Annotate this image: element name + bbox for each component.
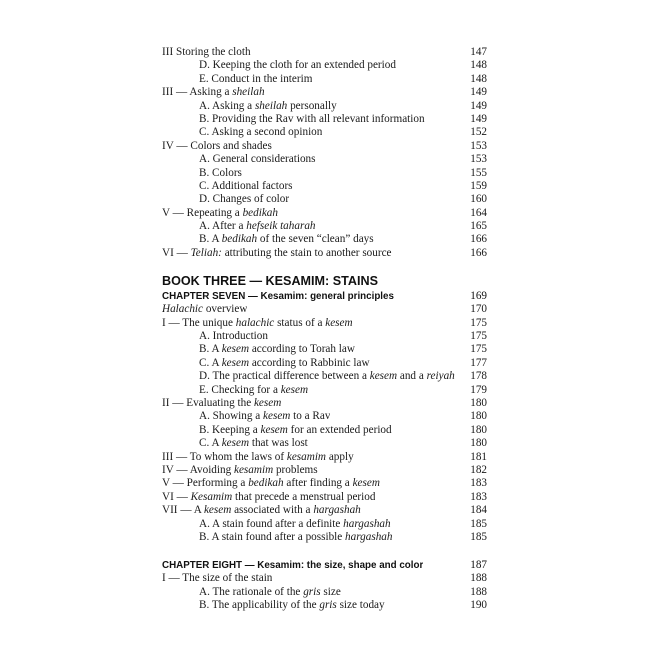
- toc-entry-term: kesem: [221, 343, 250, 356]
- toc-entry-text: D. Keeping the cloth for an extended period: [199, 59, 396, 72]
- toc-entry-term: hargashah: [343, 517, 391, 530]
- toc-entry-term: kesem: [352, 477, 380, 490]
- book-heading: [162, 273, 487, 289]
- toc-entry-page: 178: [470, 370, 487, 383]
- chapter-title: CHAPTER SEVEN — Kesamim: general principles: [162, 291, 394, 303]
- toc-entry-text: of the seven “clean” days: [257, 233, 374, 246]
- toc-entry-text: V — Repeating a: [162, 206, 243, 219]
- toc-entry-text: B. Providing the Rav with all relevant information: [199, 112, 425, 125]
- toc-entry-title: [162, 504, 361, 517]
- toc-entry-text: A. General considerations: [199, 153, 316, 166]
- toc-entry-title: [162, 397, 281, 410]
- toc-entry-term: kesamim: [234, 463, 274, 476]
- toc-entry-page: 183: [470, 490, 487, 503]
- toc-section-b: [162, 303, 487, 544]
- toc-entry: [162, 518, 487, 531]
- toc-entry-text: associated with a: [231, 504, 314, 517]
- toc-entry-page: 185: [470, 517, 487, 530]
- table-of-contents: [162, 46, 487, 612]
- toc-entry-term: Halachic: [162, 303, 204, 316]
- toc-entry-term: bedikah: [248, 477, 284, 490]
- toc-entry-text: that was lost: [249, 437, 308, 450]
- toc-entry-page: 175: [470, 330, 487, 343]
- toc-entry: [162, 384, 487, 397]
- toc-entry: [162, 153, 487, 166]
- toc-entry-text: A. Showing a: [199, 410, 264, 423]
- toc-entry: [162, 167, 487, 180]
- toc-entry-title: [162, 424, 392, 437]
- toc-entry-text: for an extended period: [287, 423, 392, 436]
- toc-entry-title: [162, 370, 455, 383]
- toc-entry-title: [162, 193, 289, 206]
- toc-entry-text: B. The applicability of the: [199, 599, 320, 612]
- toc-entry-page: 180: [470, 396, 487, 409]
- toc-entry-text: III — To whom the laws of: [162, 450, 287, 463]
- toc-entry: [162, 73, 487, 86]
- toc-entry-page: 177: [470, 356, 487, 369]
- toc-entry-title: [162, 153, 316, 166]
- toc-entry-title: [162, 46, 251, 59]
- toc-entry-text: B. Keeping a: [199, 423, 261, 436]
- toc-entry-title: [162, 357, 370, 370]
- toc-entry-page: 164: [470, 206, 487, 219]
- toc-entry-title: [162, 317, 353, 330]
- toc-entry-title: [162, 126, 322, 139]
- toc-entry-text: B. A: [199, 233, 222, 246]
- toc-entry: [162, 317, 487, 330]
- toc-entry-page: 153: [470, 139, 487, 152]
- toc-entry-text: E. Conduct in the interim: [199, 72, 313, 85]
- toc-entry-title: [162, 586, 341, 599]
- toc-entry-text: III Storing the cloth: [162, 46, 251, 58]
- toc-entry-text: personally: [287, 99, 337, 112]
- toc-entry-page: 180: [470, 437, 487, 450]
- toc-entry-term: hargashah: [313, 504, 361, 517]
- toc-entry-title: [162, 100, 337, 113]
- toc-entry-text: I — The size of the stain: [162, 572, 273, 585]
- toc-section-c: [162, 572, 487, 612]
- toc-entry-term: kesamim: [286, 450, 327, 463]
- toc-entry-title: [162, 451, 354, 464]
- chapter-title: CHAPTER EIGHT — Kesamim: the size, shape and color: [162, 560, 424, 572]
- toc-entry-term: kesem: [280, 383, 309, 396]
- toc-entry: [162, 126, 487, 139]
- toc-entry-term: bedikah: [242, 206, 278, 219]
- toc-entry-text: V — Performing a: [162, 477, 249, 490]
- toc-entry-title: [162, 140, 272, 153]
- toc-entry-title: [162, 303, 247, 316]
- toc-entry-term: gris: [303, 585, 321, 598]
- toc-entry-page: 165: [470, 220, 487, 233]
- toc-entry-title: [162, 59, 396, 72]
- toc-entry-text: C. Additional factors: [199, 179, 293, 192]
- toc-entry-text: VI —: [162, 246, 191, 259]
- toc-entry-text: II — Evaluating the: [162, 396, 254, 409]
- toc-entry-page: 166: [470, 233, 487, 246]
- toc-entry-term: hargashah: [345, 530, 393, 543]
- toc-entry: [162, 86, 487, 99]
- toc-entry-page: 190: [470, 599, 487, 612]
- toc-entry-page: 155: [470, 166, 487, 179]
- toc-entry-page: 175: [470, 343, 487, 356]
- toc-entry: [162, 599, 487, 612]
- toc-entry-text: E. Checking for a: [199, 383, 281, 396]
- toc-entry-page: 149: [470, 112, 487, 125]
- toc-entry-title: [162, 86, 265, 99]
- toc-entry-text: size: [320, 585, 341, 598]
- toc-entry: [162, 410, 487, 423]
- toc-entry-term: kesem: [221, 356, 250, 369]
- toc-entry-text: C. A: [199, 437, 222, 450]
- toc-entry-term: reiyah: [426, 370, 455, 383]
- toc-entry-page: 188: [470, 572, 487, 585]
- toc-entry-page: 147: [470, 46, 487, 58]
- toc-entry-title: [162, 384, 308, 397]
- toc-entry-term: sheilah: [232, 86, 265, 99]
- toc-entry: [162, 437, 487, 450]
- toc-entry-term: Teliah:: [190, 246, 222, 259]
- toc-entry: [162, 424, 487, 437]
- toc-entry: [162, 531, 487, 544]
- toc-entry-text: and a: [397, 370, 427, 383]
- toc-entry-title: [162, 330, 268, 343]
- toc-entry-text: VII — A: [162, 504, 204, 517]
- toc-entry-text: A. After a: [199, 220, 247, 233]
- toc-entry-text: D. Changes of color: [199, 193, 290, 206]
- toc-entry-page: 184: [470, 504, 487, 517]
- toc-entry-title: [162, 410, 330, 423]
- toc-entry: [162, 207, 487, 220]
- toc-entry-page: 149: [470, 99, 487, 112]
- toc-entry-page: 183: [470, 477, 487, 490]
- toc-entry-term: bedikah: [221, 233, 258, 246]
- toc-entry-title: [162, 220, 316, 233]
- toc-entry: [162, 477, 487, 490]
- toc-entry: [162, 451, 487, 464]
- book-title: BOOK THREE — KESAMIM: STAINS: [162, 274, 378, 289]
- toc-entry-text: size today: [336, 599, 385, 612]
- toc-entry-text: III — Asking a: [162, 86, 233, 99]
- toc-entry-text: I — The unique: [162, 316, 236, 329]
- toc-entry: [162, 370, 487, 383]
- toc-entry-term: kesem: [260, 423, 288, 436]
- toc-entry-text: that precede a menstrual period: [232, 490, 376, 503]
- toc-entry: [162, 59, 487, 72]
- toc-entry-title: [162, 180, 293, 193]
- chapter-page: 187: [470, 559, 487, 572]
- toc-entry: [162, 504, 487, 517]
- toc-entry: [162, 233, 487, 246]
- toc-entry-title: [162, 233, 374, 246]
- toc-entry-text: according to Torah law: [249, 343, 355, 356]
- toc-entry-text: VI —: [162, 490, 191, 503]
- section-spacer: [162, 260, 487, 273]
- section-spacer: [162, 544, 487, 558]
- toc-entry-text: status of a: [274, 316, 326, 329]
- toc-entry-term: hefseik taharah: [246, 220, 316, 233]
- toc-entry-title: [162, 464, 318, 477]
- toc-entry-title: [162, 477, 380, 490]
- toc-entry-title: [162, 73, 312, 86]
- toc-entry: [162, 397, 487, 410]
- toc-entry-title: [162, 343, 355, 356]
- toc-entry-text: IV — Avoiding: [162, 463, 234, 476]
- toc-entry-page: 182: [470, 463, 487, 476]
- toc-entry-page: 148: [470, 59, 487, 72]
- toc-entry-text: problems: [273, 463, 318, 476]
- toc-section-a: [162, 46, 487, 260]
- toc-entry-page: 180: [470, 410, 487, 423]
- toc-entry: [162, 343, 487, 356]
- toc-entry-title: [162, 531, 393, 544]
- toc-entry-text: B. A stain found after a possible: [199, 530, 346, 543]
- toc-entry: [162, 491, 487, 504]
- toc-entry-term: sheilah: [254, 99, 288, 112]
- toc-entry-term: Kesamim: [190, 490, 233, 503]
- toc-entry-term: gris: [319, 599, 337, 612]
- toc-entry-page: 179: [470, 383, 487, 396]
- toc-entry-page: 185: [470, 530, 487, 543]
- toc-entry: [162, 180, 487, 193]
- toc-entry-title: [162, 437, 308, 450]
- toc-entry-title: [162, 207, 278, 220]
- toc-entry-page: 166: [470, 246, 487, 259]
- toc-entry-text: after finding a: [283, 477, 353, 490]
- toc-entry-term: kesem: [221, 437, 250, 450]
- toc-entry-term: halachic: [235, 316, 275, 329]
- chapter-heading-seven: [162, 289, 487, 303]
- toc-entry-text: D. The practical difference between a: [199, 370, 370, 383]
- toc-entry-term: kesem: [325, 316, 353, 329]
- toc-entry-text: B. A: [199, 343, 222, 356]
- toc-entry-text: to a Rav: [290, 410, 331, 423]
- toc-entry-text: A. The rationale of the: [199, 585, 304, 598]
- toc-entry-term: kesem: [253, 396, 282, 409]
- toc-entry-page: 180: [470, 423, 487, 436]
- toc-entry-title: [162, 247, 392, 260]
- toc-entry: [162, 193, 487, 206]
- toc-entry-text: according to Rabbinic law: [249, 356, 370, 369]
- toc-entry-text: apply: [326, 450, 354, 463]
- toc-entry: [162, 140, 487, 153]
- toc-entry: [162, 100, 487, 113]
- toc-entry-title: [162, 167, 242, 180]
- toc-entry-term: kesem: [263, 410, 291, 423]
- toc-entry: [162, 330, 487, 343]
- toc-entry-title: [162, 599, 385, 612]
- toc-entry-page: 188: [470, 585, 487, 598]
- toc-entry-text: IV — Colors and shades: [162, 139, 272, 152]
- toc-entry-text: C. A: [199, 356, 222, 369]
- toc-entry-title: [162, 572, 272, 585]
- toc-entry-page: 148: [470, 72, 487, 85]
- toc-entry-page: 181: [470, 450, 487, 463]
- toc-entry-term: kesem: [369, 370, 398, 383]
- toc-entry: [162, 303, 487, 316]
- chapter-page: 169: [470, 290, 487, 303]
- toc-entry: [162, 46, 487, 59]
- toc-entry: [162, 357, 487, 370]
- toc-entry-title: [162, 491, 375, 504]
- toc-entry: [162, 464, 487, 477]
- toc-entry-page: 170: [470, 303, 487, 316]
- toc-entry: [162, 572, 487, 585]
- toc-entry-page: 160: [470, 193, 487, 206]
- toc-entry-term: kesem: [203, 504, 232, 517]
- toc-entry: [162, 113, 487, 126]
- toc-entry-text: A. A stain found after a definite: [199, 517, 344, 530]
- toc-entry-text: attributing the stain to another source: [221, 246, 392, 259]
- toc-entry-text: A. Introduction: [199, 330, 268, 343]
- toc-entry-text: A. Asking a: [199, 99, 255, 112]
- toc-entry: [162, 220, 487, 233]
- toc-entry: [162, 247, 487, 260]
- chapter-heading-eight: [162, 558, 487, 572]
- toc-entry-text: C. Asking a second opinion: [199, 126, 323, 139]
- toc-entry-text: B. Colors: [199, 166, 242, 179]
- toc-entry-title: [162, 518, 391, 531]
- toc-entry-text: overview: [203, 303, 248, 316]
- toc-entry: [162, 586, 487, 599]
- toc-entry-page: 159: [470, 179, 487, 192]
- toc-entry-page: 175: [470, 316, 487, 329]
- toc-entry-page: 149: [470, 86, 487, 99]
- toc-entry-page: 152: [470, 126, 487, 139]
- toc-entry-page: 153: [470, 153, 487, 166]
- toc-entry-title: [162, 113, 425, 126]
